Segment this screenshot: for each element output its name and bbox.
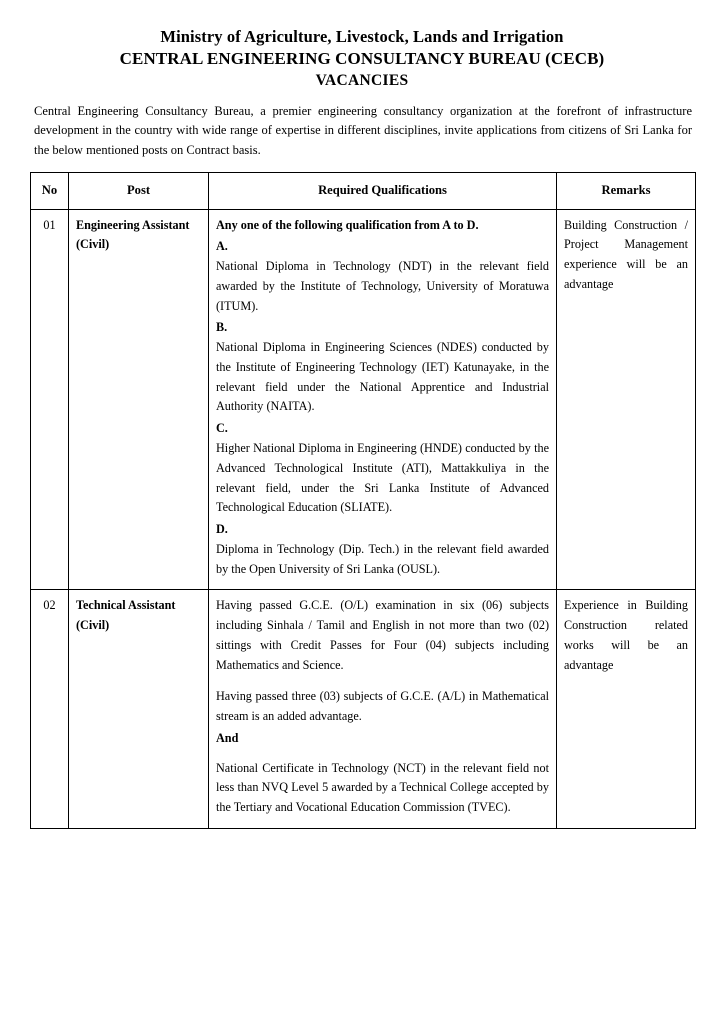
table-row bbox=[31, 209, 696, 590]
column-header-no: No bbox=[31, 173, 69, 209]
row-no: 02 bbox=[31, 590, 69, 829]
vacancies-table bbox=[30, 172, 696, 829]
row-no: 01 bbox=[31, 209, 69, 590]
qualification-text-a: National Diploma in Technology (NDT) in the relevant field awarded by the Institute of Technology, University of Moratuwa (ITUM). bbox=[216, 259, 549, 313]
qualification-letter-a: A. bbox=[216, 239, 228, 254]
qualification-letter-c: C. bbox=[216, 421, 228, 436]
bureau-title: CENTRAL ENGINEERING CONSULTANCY BUREAU (CECB) bbox=[119, 49, 605, 69]
row-post: Technical Assistant (Civil) bbox=[69, 590, 209, 829]
qualification-text-c: Higher National Diploma in Engineering (HNDE) conducted by the Advanced Technological Institute (ATI), Mattakkuliya in the relevant field, under the Sri Lanka Institute of Advanced Technological Education (SLIATE). bbox=[216, 440, 549, 515]
qualification-text-d: Diploma in Technology (Dip. Tech.) in the relevant field awarded by the Open University of Sri Lanka (OUSL). bbox=[216, 541, 549, 576]
qualification-paragraph-1: Having passed G.C.E. (O/L) examination in six (06) subjects including Sinhala / Tamil and English in not more than two (02) sittings with Credit Passes for Four (04) subjects including Mathematics and Science. bbox=[216, 598, 549, 672]
qualification-heading: Any one of the following qualification from A to D. bbox=[216, 217, 479, 232]
column-header-qualifications: Required Qualifications bbox=[209, 173, 557, 209]
table-row bbox=[31, 590, 696, 829]
row-post: Engineering Assistant (Civil) bbox=[69, 209, 209, 590]
qualification-letter-d: D. bbox=[216, 522, 228, 537]
vacancies-title: VACANCIES bbox=[315, 72, 409, 90]
qualification-letter-b: B. bbox=[216, 320, 228, 335]
qualification-paragraph-3: National Certificate in Technology (NCT) in the relevant field not less than NVQ Level 5 awarded by a Technical College accepted by the Tertiary and Vocational Education Commission (TVEC). bbox=[216, 760, 549, 815]
document-header bbox=[30, 26, 694, 92]
row-qualifications bbox=[209, 209, 557, 590]
column-header-post: Post bbox=[69, 173, 209, 209]
paragraph-spacer bbox=[216, 749, 549, 759]
qualification-text-b: National Diploma in Engineering Sciences (NDES) conducted by the Institute of Engineering Technology (IET) Katunayake, in the relevant field under the National Apprentice and Industrial Authority (NAITA). bbox=[216, 340, 549, 414]
qualification-paragraph-2: Having passed three (03) subjects of G.C.E. (A/L) in Mathematical stream is an added advantage. bbox=[216, 689, 549, 724]
column-header-remarks: Remarks bbox=[557, 173, 696, 209]
row-remarks: Building Construction / Project Management experience will be an advantage bbox=[557, 209, 696, 590]
ministry-title: Ministry of Agriculture, Livestock, Lands and Irrigation bbox=[160, 27, 564, 46]
row-remarks: Experience in Building Construction related works will be an advantage bbox=[557, 590, 696, 829]
qualification-connector: And bbox=[216, 730, 239, 745]
paragraph-spacer bbox=[216, 677, 549, 687]
intro-paragraph: Central Engineering Consultancy Bureau, a premier engineering consultancy organization at the forefront of infrastructure development in the country with wide range of expertise in different disciplines, invite applications from citizens of Sri Lanka for the below mentioned posts on Contract basis. bbox=[34, 104, 692, 157]
row-qualifications bbox=[209, 590, 557, 829]
table-header-row bbox=[31, 173, 696, 209]
